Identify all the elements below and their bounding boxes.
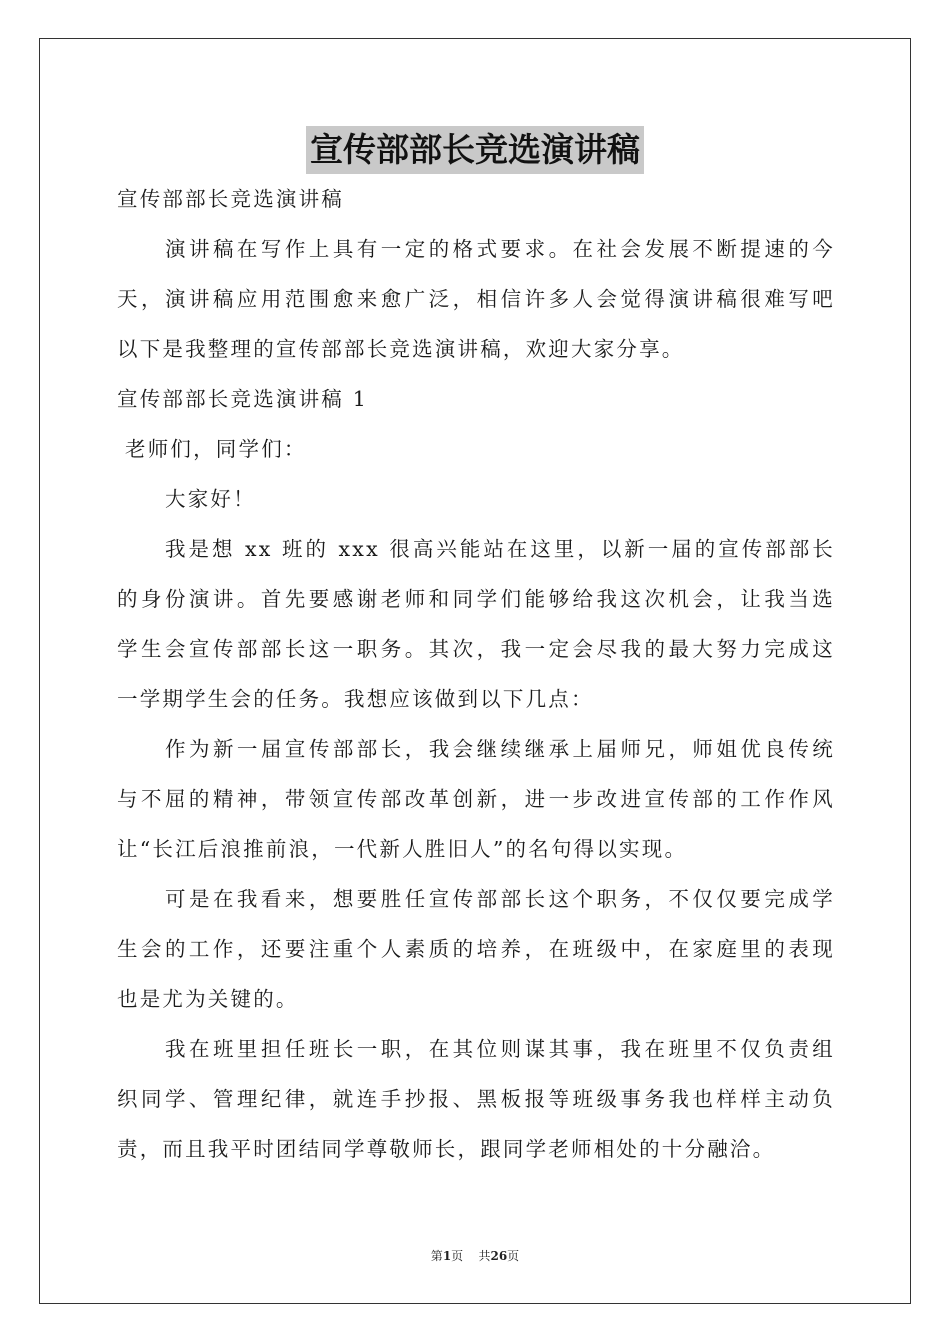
total-prefix: 共 <box>478 1249 491 1263</box>
page-border <box>39 38 911 1304</box>
paragraph-line: 也是尤为关键的。 <box>117 987 299 1011</box>
paragraph-line: 演讲稿在写作上具有一定的格式要求。在社会发展不断提速的今 <box>165 237 835 261</box>
title-container <box>0 126 950 174</box>
paragraph-line: 与不屈的精神，带领宣传部改革创新，进一步改进宣传部的工作作风 <box>117 787 835 811</box>
paragraph-line: 我在班里担任班长一职，在其位则谋其事，我在班里不仅负责组 <box>165 1037 835 1061</box>
section-heading: 宣传部部长竞选演讲稿 1 <box>117 387 368 411</box>
paragraph-line: 作为新一届宣传部部长，我会继续继承上届师兄，师姐优良传统 <box>165 737 835 761</box>
paragraph-line: 的身份演讲。首先要感谢老师和同学们能够给我这次机会，让我当选 <box>117 587 835 611</box>
current-page-number: 1 <box>442 1249 452 1263</box>
subtitle-line: 宣传部部长竞选演讲稿 <box>117 187 344 211</box>
greeting-line: 大家好！ <box>165 487 256 511</box>
paragraph-line: 我是想 xx 班的 xxx 很高兴能站在这里，以新一届的宣传部部长 <box>165 537 835 561</box>
paragraph-line: 学生会宣传部部长这一职务。其次，我一定会尽我的最大努力完成这 <box>117 637 835 661</box>
paragraph-line: 责，而且我平时团结同学尊敬师长，跟同学老师相处的十分融洽。 <box>117 1137 776 1161</box>
page-footer <box>0 1248 950 1264</box>
total-unit: 页 <box>507 1249 520 1263</box>
document-title: 宣传部部长竞选演讲稿 <box>306 126 644 174</box>
paragraph-line: 生会的工作，还要注重个人素质的培养，在班级中，在家庭里的表现 <box>117 937 835 961</box>
paragraph-line: 一学期学生会的任务。我想应该做到以下几点： <box>117 687 594 711</box>
paragraph-line: 让“长江后浪推前浪，一代新人胜旧人”的名句得以实现。 <box>117 837 688 861</box>
page-unit: 页 <box>451 1249 464 1263</box>
total-page-count: 26 <box>490 1249 508 1263</box>
paragraph-line: 织同学、管理纪律，就连手抄报、黑板报等班级事务我也样样主动负 <box>117 1087 835 1111</box>
paragraph-line: 天，演讲稿应用范围愈来愈广泛，相信许多人会觉得演讲稿很难写吧 <box>117 287 835 311</box>
page-prefix: 第 <box>430 1249 443 1263</box>
paragraph-line: 可是在我看来，想要胜任宣传部部长这个职务，不仅仅要完成学 <box>165 887 835 911</box>
paragraph-line: 以下是我整理的宣传部部长竞选演讲稿，欢迎大家分享。 <box>117 337 685 361</box>
salutation-line: 老师们，同学们： <box>125 437 307 461</box>
